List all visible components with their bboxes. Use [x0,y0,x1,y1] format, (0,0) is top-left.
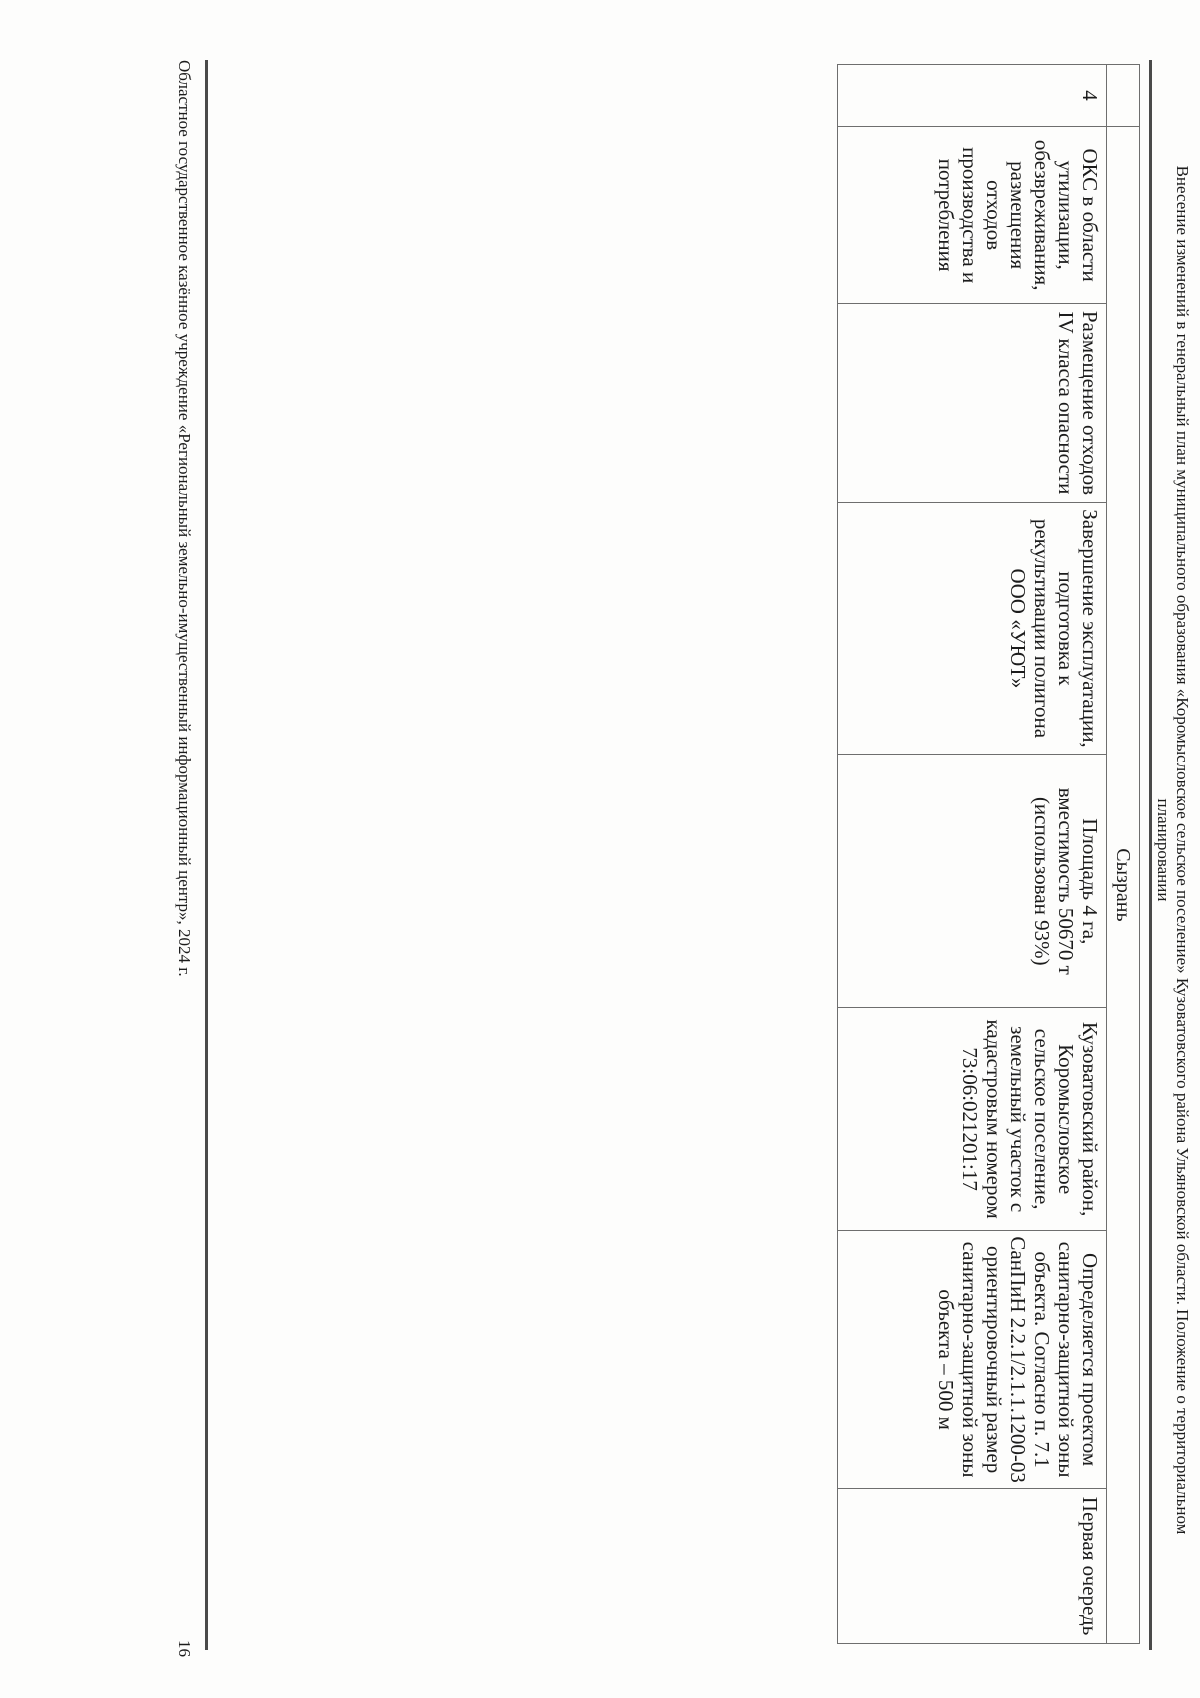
header-title-line-2: планировании [1154,798,1173,902]
document-header [1154,65,1192,1635]
objects-table [837,64,1140,1644]
table-region-row [1107,65,1140,1644]
region-name-cell: Сызрань [1107,126,1140,1643]
row-number-cell: 4 [838,65,1107,127]
stage-cell: Первая очередь [838,1489,1107,1644]
region-row-empty-cell [1107,65,1140,127]
protection-zone-cell: Определяется проектом санитарно-защитной зоны объекта. Согласно п. 7.1 СанПиН 2.2.1/2.1.1.1200-03 ориентировочный размер санитарно-защитной зоны объекта – 500 м [838,1231,1107,1489]
header-divider [1149,60,1152,1650]
page-number: 16 [175,1640,194,1657]
category-cell: ОКС в области утилизации, обезвреживания, размещения отходов производства и потребления [838,126,1107,304]
purpose-cell: Завершение эксплуатации, подготовка к рекультивации полигона ООО «УЮТ» [838,502,1107,755]
header-title-line-1: Внесение изменений в генеральный план муниципального образования «Коромысловское сельское поселение» Кузоватовского района Ульяновской области. Положение о территориальном [1173,165,1192,1535]
footer-divider [205,60,208,1650]
characteristics-cell: Площадь 4 га, вместимость 50670 т (использован 93%) [838,755,1107,1008]
location-cell: Кузоватовский район, Коромысловское сельское поселение, земельный участок с кадастровым номером 73:06:021201:17 [838,1008,1107,1231]
table-row [838,65,1107,1644]
object-name-cell: Размещение отходов IV класса опасности [838,304,1107,502]
footer-organization: Областное государственное казённое учреждение «Региональный земельно-имущественный информационный центр», 2024 г. [175,60,194,977]
